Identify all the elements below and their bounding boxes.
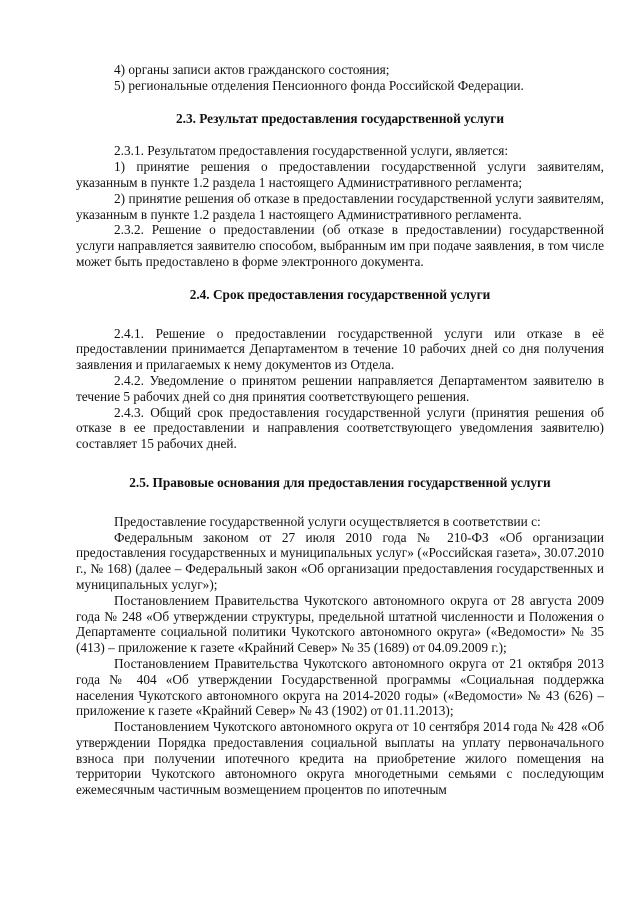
- section-heading-2-5: 2.5. Правовые основания для предоставления государственной услуги: [129, 474, 551, 490]
- section-heading-2-4: 2.4. Срок предоставления государственной услуги: [189, 286, 491, 302]
- document-page: [76, 62, 604, 798]
- list-item: 5) региональные отделения Пенсионного фонда Российской Федерации.: [114, 77, 524, 93]
- paragraph: 2.4.3. Общий срок предоставления государственной услуги (принятия решения об отказе в ее предоставлении и направления соответствующего уведомления заявителю) составляет 15 рабочих дней.: [76, 404, 604, 452]
- paragraph: Предоставление государственной услуги осуществляется в соответствии с:: [114, 513, 541, 529]
- paragraph: 2.3.2. Решение о предоставлении (об отказе в предоставлении) государственной услуги направляется заявителю способом, выбранным им при подаче заявления, в том числе может быть предоставлено в форме электронного документа.: [76, 222, 604, 269]
- list-item: 4) органы записи актов гражданского состояния;: [114, 62, 390, 77]
- paragraph: 2) принятие решения об отказе в предоставлении государственной услуги заявителям, указанным в пункте 1.2 раздела 1 настоящего Административного регламента.: [76, 190, 604, 222]
- paragraph: 2.4.1. Решение о предоставлении государственной услуги или отказе в её предоставлении принимается Департаментом в течение 10 рабочих дней со дня получения заявления и прилагаемых к нему документов из Отдела.: [76, 325, 604, 373]
- paragraph: 2.4.2. Уведомление о принятом решении направляется Департаментом заявителю в течение 5 рабочих дней со дня принятия соответствующего решения.: [76, 372, 604, 404]
- paragraph: 1) принятие решения о предоставлении государственной услуги заявителям, указанным в пункте 1.2 раздела 1 настоящего Административного регламента;: [76, 159, 604, 190]
- paragraph: Постановлением Правительства Чукотского автономного округа от 21 октября 2013 года № 404 «Об утверждении Государственной программы «Социальная поддержка населения Чукотского автономного округа на 2014-2020 годы» («Ведомости» № 43 (626) – приложение к газете «Крайний Север» № 43 (1902) от 01.11.2013);: [76, 655, 604, 719]
- paragraph: Федеральным законом от 27 июля 2010 года № 210-ФЗ «Об организации предоставления государственных и муниципальных услуг» («Российская газета», 30.07.2010 г., № 168) (далее – Федеральный закон «Об организации предоставления государственных и муниципальных услуг»);: [76, 529, 604, 592]
- section-heading-2-3: 2.3. Результат предоставления государственной услуги: [175, 110, 505, 126]
- paragraph: Постановлением Правительства Чукотского автономного округа от 28 августа 2009 года № 248 «Об утверждении структуры, предельной штатной численности и Положения о Департаменте социальной политики Чукотского автономного округа» («Ведомости» № 35 (413) – приложение к газете «Крайний Север» № 35 (1689) от 04.09.2009 г.);: [76, 592, 604, 656]
- paragraph: 2.3.1. Результатом предоставления государственной услуги, является:: [114, 143, 509, 159]
- paragraph: Постановлением Чукотского автономного округа от 10 сентября 2014 года № 428 «Об утверждении Порядка предоставления социальной выплаты на уплату первоначального взноса при получении ипотечного кредита на приобретение жилого помещения на территории Чукотского автономного округа многодетными семьями с последующим ежемесячным частичным возмещением процентов по ипотечным: [76, 719, 604, 798]
